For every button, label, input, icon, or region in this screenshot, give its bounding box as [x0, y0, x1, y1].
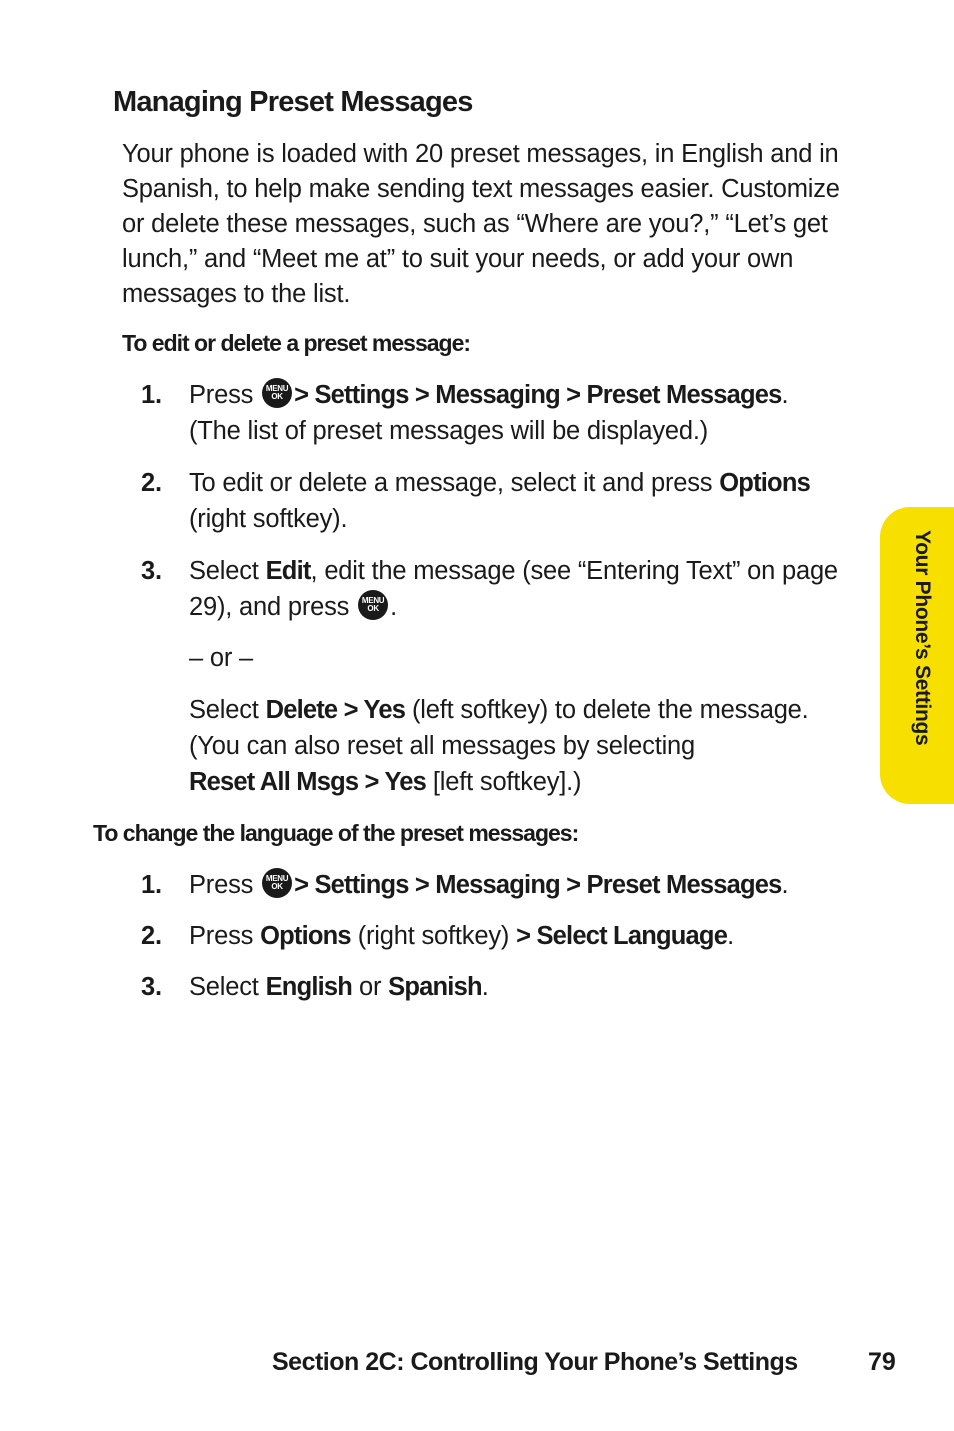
select-language-path: > Select Language [516, 922, 728, 950]
english-option-label: English [265, 973, 353, 1001]
step-text: Press [189, 381, 254, 409]
page-number: 79 [868, 1348, 896, 1376]
reset-all-msgs-path: Reset All Msgs > Yes [189, 768, 427, 796]
section-heading: Managing Preset Messages [113, 86, 473, 118]
chapter-side-tab-label: Your Phone’s Settings [911, 530, 934, 746]
step-text: , edit the message (see “Entering Text” on page 29), and press [189, 557, 838, 621]
or-separator: – or – [189, 644, 254, 672]
section-footer: Section 2C: Controlling Your Phone’s Settings [272, 1348, 798, 1376]
menu-ok-key-icon: MENU OK [262, 868, 292, 898]
menu-ok-key-icon: MENU OK [262, 378, 292, 408]
step-number: 3. [141, 557, 162, 585]
step-number: 2. [141, 469, 162, 497]
subhead-edit-delete: To edit or delete a preset message: [122, 330, 471, 356]
options-softkey-label: Options [260, 922, 351, 950]
subhead-change-language: To change the language of the preset messages: [93, 820, 579, 846]
step-number: 2. [141, 922, 162, 950]
spanish-option-label: Spanish [388, 973, 482, 1001]
step-number: 1. [141, 871, 162, 899]
step-number: 3. [141, 973, 162, 1001]
edit-option-label: Edit [265, 557, 311, 585]
menu-path: > Settings > Messaging > Preset Messages [294, 381, 782, 409]
step-text: To edit or delete a message, select it and press [189, 469, 713, 497]
delete-alternative: Select Delete > Yes (left softkey) to delete the message. (You can also reset all messages by selecting Reset All Msgs > Yes [left softkey].) [189, 696, 809, 796]
step-number: 1. [141, 381, 162, 409]
delete-yes-path: Delete > Yes [265, 696, 406, 724]
menu-ok-key-icon: MENU OK [358, 590, 388, 620]
intro-paragraph: Your phone is loaded with 20 preset messages, in English and in Spanish, to help make sending text messages easier. Customize or delete these messages, such as “Where are you?,” “Let’s get lunch,” and “Meet me at” to suit your needs, or add your own messages to the list. [122, 140, 840, 308]
step-note: (The list of preset messages will be displayed.) [189, 417, 709, 445]
step-text-end: (right softkey). [189, 505, 348, 533]
options-softkey-label: Options [719, 469, 810, 497]
menu-path: > Settings > Messaging > Preset Messages [294, 871, 782, 899]
